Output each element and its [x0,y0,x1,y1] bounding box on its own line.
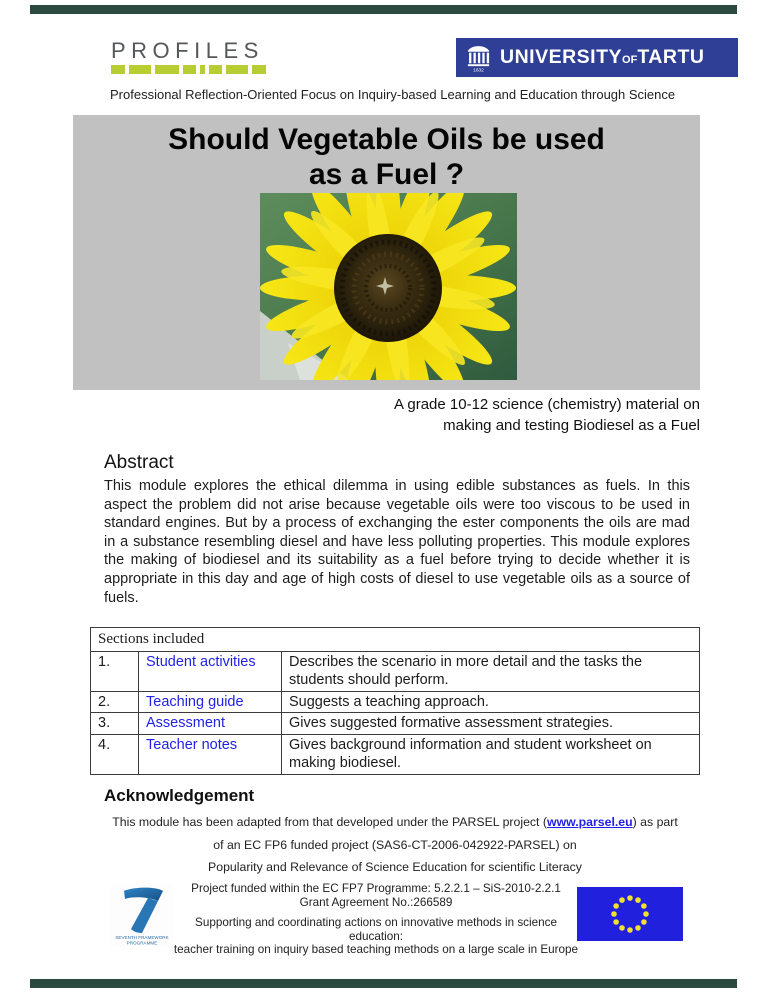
abstract-heading: Abstract [104,452,174,473]
founding-year: 1632 [473,68,484,73]
fp7-logo [110,883,174,947]
green-block [252,65,266,74]
section-number: 4. [91,734,139,774]
acknowledgement-line3: Popularity and Relevance of Science Education for scientific Literacy [208,860,582,874]
grade-caption [394,394,700,436]
footer-line3: Supporting and coordinating actions on innovative methods in science education: [195,916,557,943]
table-row [91,691,700,713]
university-of-tartu-logo [456,38,738,77]
footer-line2: Grant Agreement No.:266589 [299,895,453,909]
green-block [155,65,179,74]
green-block [209,65,222,74]
footer-line1: Project funded within the EC FP7 Programme: 5.2.2.1 – SiS-2010-2.2.1 [191,882,561,895]
table-row [91,713,700,735]
section-link-student-activities[interactable]: Student activities [146,653,256,670]
sections-included-header: Sections included [91,628,700,652]
profiles-tagline: Professional Reflection-Oriented Focus on Inquiry-based Learning and Education through Science [110,87,676,102]
university-logo-text [500,46,704,69]
tartu-word: TARTU [637,46,705,68]
fp7-caption-line2: PROGRAMME [126,940,158,946]
module-title-line1: Should Vegetable Oils be used [168,123,605,156]
section-number: 1. [91,651,139,691]
section-number: 2. [91,691,139,713]
acknowledgement-line1 [84,811,706,834]
profiles-logo-blocks [111,65,266,74]
acknowledgement-line2: of an EC FP6 funded project (SAS6-CT-2006-042922-PARSEL) on [213,837,577,852]
section-number: 3. [91,713,139,735]
green-block [183,65,196,74]
ack-line1-post: ) as part [632,815,678,829]
top-rule-bar [30,5,737,14]
green-block [111,65,125,74]
footer-funding-text [172,882,580,957]
section-description: Describes the scenario in more detail and the tasks the students should perform. [282,651,700,691]
sunflower-image [260,193,517,380]
module-title-line2: as a Fuel ? [308,158,465,191]
abstract-body: This module explores the ethical dilemma in using edible substances as fuels. In this aspect the problem did not arise because vegetable oils were too viscous to be used in standard engines. But by a process of exchanging the ester components the oils are mad in a substance resembling diesel and have less polluting properties. This module explores the making of biodiesel and its suitability as a fuel before trying to decide whether it is appropriate in this day and age of high costs of diesel to use vegetable oils as a source of fuels. [104,478,690,606]
section-link-teacher-notes[interactable]: Teacher notes [146,736,238,753]
green-block [200,65,205,74]
profiles-logo-text: PROFILES [111,38,264,63]
profiles-logo [111,40,266,74]
grade-caption-line2: making and testing Biodiesel as a Fuel [443,417,700,434]
green-block [226,65,248,74]
acknowledgement-heading: Acknowledgement [104,786,255,805]
fp7-caption-line1: SEVENTH FRAMEWORK [115,935,169,940]
parsel-link[interactable]: www.parsel.eu [547,815,633,829]
university-building-icon [466,42,491,73]
of-word: OF [622,54,638,66]
table-row [91,734,700,774]
footer-line4: teacher training on inquiry based teaching methods on a large scale in Europe [173,943,579,956]
section-description: Gives suggested formative assessment strategies. [282,713,700,735]
section-description: Suggests a teaching approach. [282,691,700,713]
ack-line1-pre: This module has been adapted from that developed under the PARSEL project ( [112,815,547,829]
university-word: UNIVERSITY [500,46,623,68]
eu-flag [577,887,683,941]
title-banner [73,115,700,390]
section-link-assessment[interactable]: Assessment [146,715,225,731]
section-description: Gives background information and student worksheet on making biodiesel. [282,734,700,774]
acknowledgement-text [84,811,706,879]
table-row [91,651,700,691]
sections-table [90,627,700,775]
bottom-rule-bar [30,979,737,988]
table-header-row [91,628,700,652]
section-link-teaching-guide[interactable]: Teaching guide [146,693,244,710]
green-block [129,65,151,74]
grade-caption-line1: A grade 10-12 science (chemistry) material on [394,396,700,413]
